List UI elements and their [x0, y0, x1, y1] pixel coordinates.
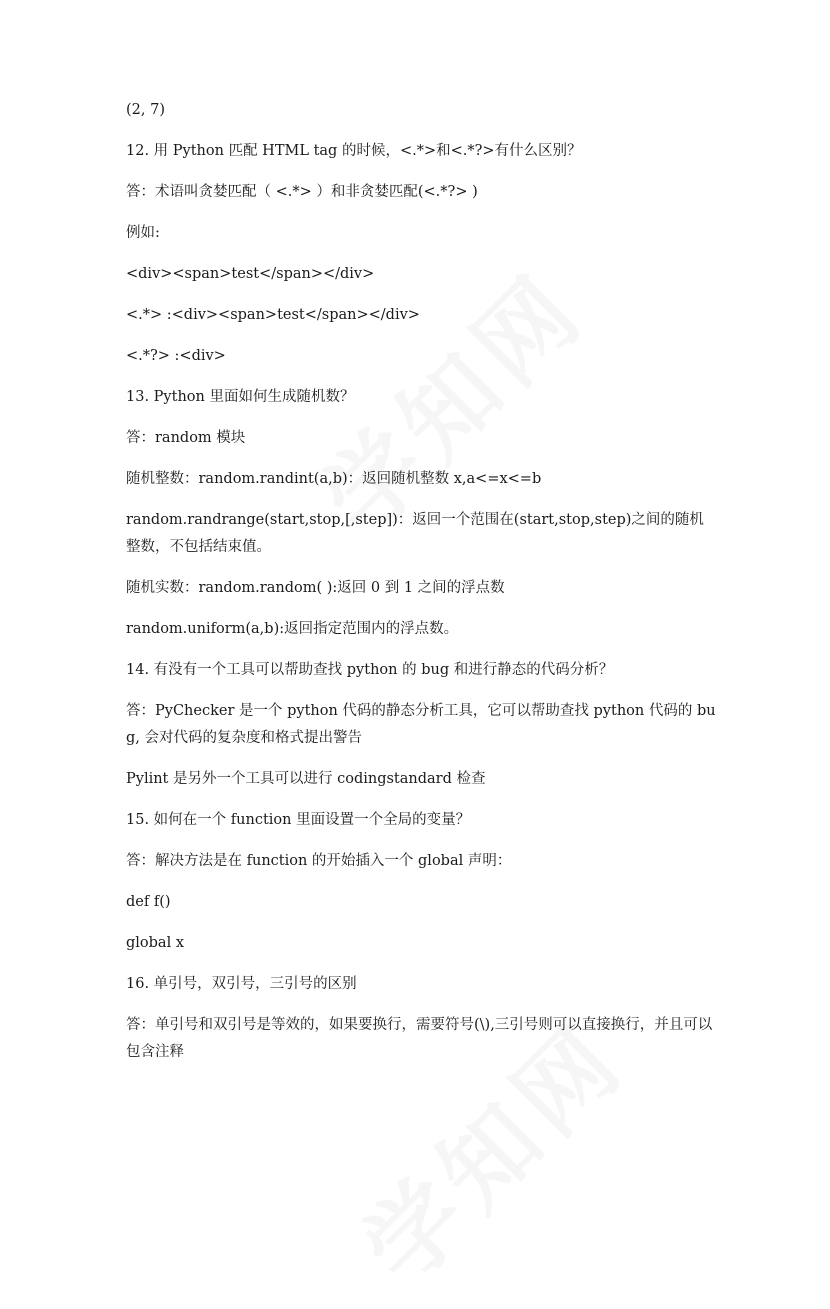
answer-text: 答：单引号和双引号是等效的，如果要换行，需要符号(\),三引号则可以直接换行，并且可以包含注释 [126, 1017, 713, 1060]
question-heading: 12. 用 Python 匹配 HTML tag 的时候，<.*>和<.*?>有什么区别？ [126, 143, 582, 159]
code-line: <.*> :<div><span>test</span></div> [126, 307, 420, 323]
question-heading: 13. Python 里面如何生成随机数？ [126, 389, 355, 405]
text-line: 随机整数：random.randint(a,b)：返回随机整数 x,a<=x<=b [126, 471, 542, 487]
code-line: <div><span>test</span></div> [126, 266, 375, 282]
code-line: <.*?> :<div> [126, 348, 226, 364]
document-body [126, 97, 716, 1080]
text-line: random.randrange(start,stop,[,step])：返回一个范围在(start,stop,step)之间的随机整数，不包括结束值。 [126, 512, 704, 555]
answer-text: 答：random 模块 [126, 430, 246, 446]
text-line: Pylint 是另外一个工具可以进行 codingstandard 检查 [126, 771, 486, 787]
question-heading: 15. 如何在一个 function 里面设置一个全局的变量？ [126, 812, 471, 828]
question-heading: 14. 有没有一个工具可以帮助查找 python 的 bug 和进行静态的代码分析？ [126, 662, 614, 678]
answer-text: 答：解决方法是在 function 的开始插入一个 global 声明： [126, 853, 512, 869]
answer-text: 答：术语叫贪婪匹配（ <.*> ）和非贪婪匹配(<.*?> ) [126, 184, 478, 200]
answer-text: 答：PyChecker 是一个 python 代码的静态分析工具，它可以帮助查找 python 代码的 bug, 会对代码的复杂度和格式提出警告 [126, 703, 716, 746]
code-line: def f() [126, 894, 171, 910]
text-line: 随机实数：random.random( ):返回 0 到 1 之间的浮点数 [126, 580, 505, 596]
text-line: random.uniform(a,b):返回指定范围内的浮点数。 [126, 621, 459, 637]
question-heading: 16. 单引号，双引号，三引号的区别 [126, 976, 357, 992]
text-line: (2, 7) [126, 102, 165, 118]
text-line: 例如: [126, 225, 160, 241]
code-line: global x [126, 935, 184, 951]
